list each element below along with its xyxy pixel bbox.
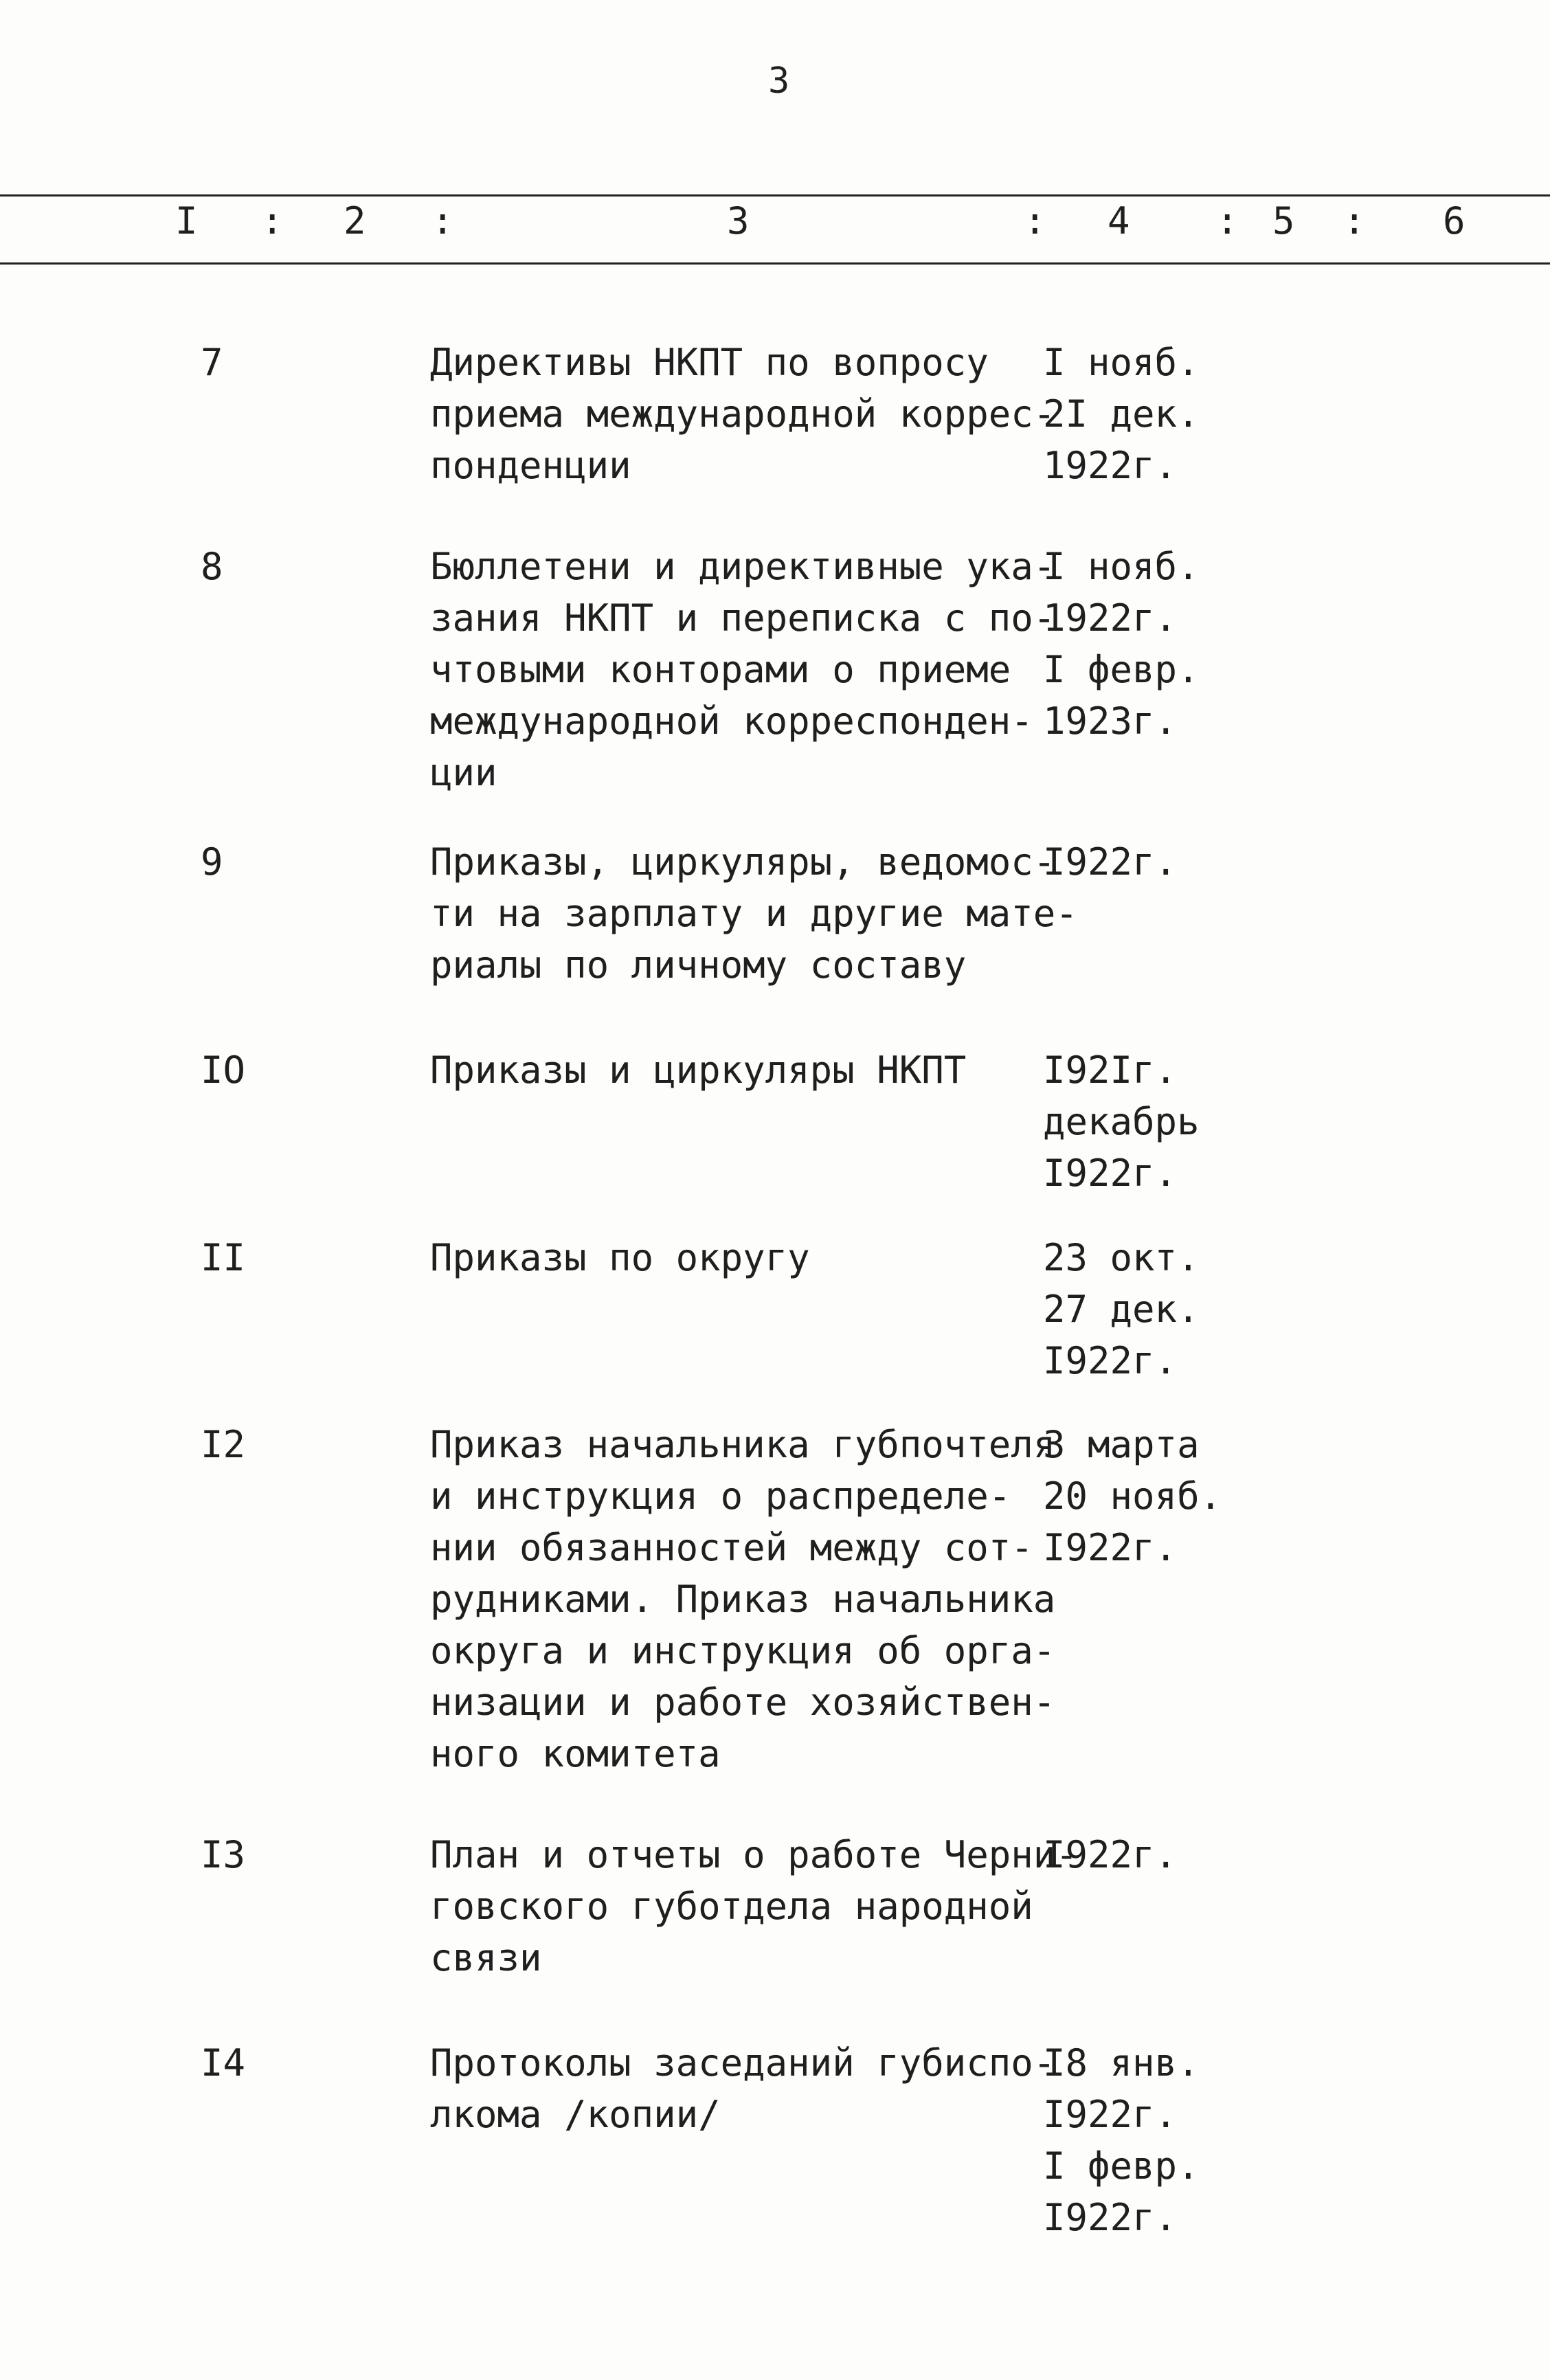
entry-date-line: 1923г. xyxy=(1043,699,1178,743)
column-separator: : xyxy=(1216,199,1239,243)
entry-date-line: I922г. xyxy=(1043,1833,1178,1876)
column-separator: : xyxy=(431,199,454,243)
entry-title-line: низации и работе хозяйствен- xyxy=(430,1681,1056,1724)
entry-title-line: нии обязанностей между сот- xyxy=(430,1526,1033,1569)
entry-number: II xyxy=(201,1236,246,1279)
entry-title xyxy=(430,541,1055,798)
entry-date-line: 1922г. xyxy=(1043,444,1178,487)
entry-title-line: Протоколы заседаний губиспо- xyxy=(430,2041,1056,2085)
entry-date-line: I922г. xyxy=(1043,1526,1178,1569)
entry-date-line: декабрь xyxy=(1043,1100,1200,1143)
entry-dates xyxy=(1043,836,1177,888)
entry-title-line: чтовыми конторами о приеме xyxy=(430,648,1011,691)
entry-number: I4 xyxy=(201,2041,246,2085)
column-header-5: 5 xyxy=(1272,199,1295,243)
entry-title-line: Приказы по округу xyxy=(430,1236,810,1279)
entry-title-line: Приказ начальника губпочтеля xyxy=(430,1423,1056,1466)
column-separator: : xyxy=(1343,199,1366,243)
entry-title-line: риалы по личному составу xyxy=(430,943,967,987)
entry-dates xyxy=(1043,1829,1177,1881)
entry-title xyxy=(430,1044,966,1096)
entry-title xyxy=(430,337,1055,491)
entry-date-line: 27 дек. xyxy=(1043,1288,1200,1331)
column-separator: : xyxy=(1024,199,1046,243)
entry-title-line: международной корреспонден- xyxy=(430,699,1033,743)
entry-title-line: рудниками. Приказ начальника xyxy=(430,1578,1056,1621)
entry-dates xyxy=(1043,2037,1200,2243)
entry-date-line: 3 марта xyxy=(1043,1423,1200,1466)
column-header-4: 4 xyxy=(1108,199,1130,243)
entry-title-line: Приказы и циркуляры НКПТ xyxy=(430,1048,967,1092)
entry-date-line: I нояб. xyxy=(1043,341,1200,384)
entry-date-line: I92Iг. xyxy=(1043,1048,1178,1092)
entry-title-line: и инструкция о распределе- xyxy=(430,1474,1011,1518)
entry-dates xyxy=(1043,541,1200,747)
entry-title-line: говского губотдела народной xyxy=(430,1885,1033,1928)
column-header-1: I xyxy=(175,199,198,243)
entry-title-line: лкома /копии/ xyxy=(430,2093,721,2136)
entry-date-line: 20 нояб. xyxy=(1043,1474,1222,1518)
entry-title xyxy=(430,1232,810,1283)
entry-number: IO xyxy=(201,1048,246,1092)
entry-date-line: I нояб. xyxy=(1043,545,1200,588)
entry-date-line: 2I дек. xyxy=(1043,392,1200,436)
column-separator: : xyxy=(261,199,284,243)
entry-title xyxy=(430,836,1078,991)
entry-number: 8 xyxy=(201,545,223,588)
column-header-2: 2 xyxy=(344,199,366,243)
entry-number: I3 xyxy=(201,1833,246,1876)
header-bottom-rule xyxy=(0,262,1550,265)
entry-number: 7 xyxy=(201,341,223,384)
entry-title-line: ции xyxy=(430,751,497,794)
header-top-rule xyxy=(0,194,1550,197)
entry-date-line: I февр. xyxy=(1043,2144,1200,2188)
entry-dates xyxy=(1043,1044,1200,1199)
entry-dates xyxy=(1043,1419,1222,1573)
entry-date-line: I922г. xyxy=(1043,2093,1178,2136)
column-header-3: 3 xyxy=(727,199,750,243)
entry-title-line: понденции xyxy=(430,444,631,487)
entry-date-line: I922г. xyxy=(1043,1152,1178,1195)
entry-title-line: приема международной коррес- xyxy=(430,392,1056,436)
entry-dates xyxy=(1043,1232,1200,1387)
entry-dates xyxy=(1043,337,1200,491)
entry-title-line: Приказы, циркуляры, ведомос- xyxy=(430,840,1056,884)
entry-title xyxy=(430,2037,1055,2140)
entry-date-line: 23 окт. xyxy=(1043,1236,1200,1279)
entry-date-line: I февр. xyxy=(1043,648,1200,691)
entry-title xyxy=(430,1419,1055,1780)
entry-date-line: I922г. xyxy=(1043,1339,1178,1382)
entry-title-line: округа и инструкция об орга- xyxy=(430,1629,1056,1672)
entry-number: I2 xyxy=(201,1423,246,1466)
entry-number: 9 xyxy=(201,840,223,884)
entry-title-line: ного комитета xyxy=(430,1732,721,1775)
entry-title xyxy=(430,1829,1078,1984)
entry-date-line: 1922г. xyxy=(1043,596,1178,640)
entry-date-line: I8 янв. xyxy=(1043,2041,1200,2085)
entry-title-line: ти на зарплату и другие мате- xyxy=(430,892,1078,935)
page-number: 3 xyxy=(768,60,790,102)
entry-date-line: I922г. xyxy=(1043,2196,1178,2239)
entry-title-line: связи xyxy=(430,1936,542,1979)
entry-title-line: План и отчеты о работе Черни- xyxy=(430,1833,1078,1876)
column-header-6: 6 xyxy=(1443,199,1465,243)
entry-date-line: I922г. xyxy=(1043,840,1178,884)
entry-title-line: зания НКПТ и переписка с по- xyxy=(430,596,1056,640)
entry-title-line: Директивы НКПТ по вопросу xyxy=(430,341,989,384)
entry-title-line: Бюллетени и директивные ука- xyxy=(430,545,1056,588)
